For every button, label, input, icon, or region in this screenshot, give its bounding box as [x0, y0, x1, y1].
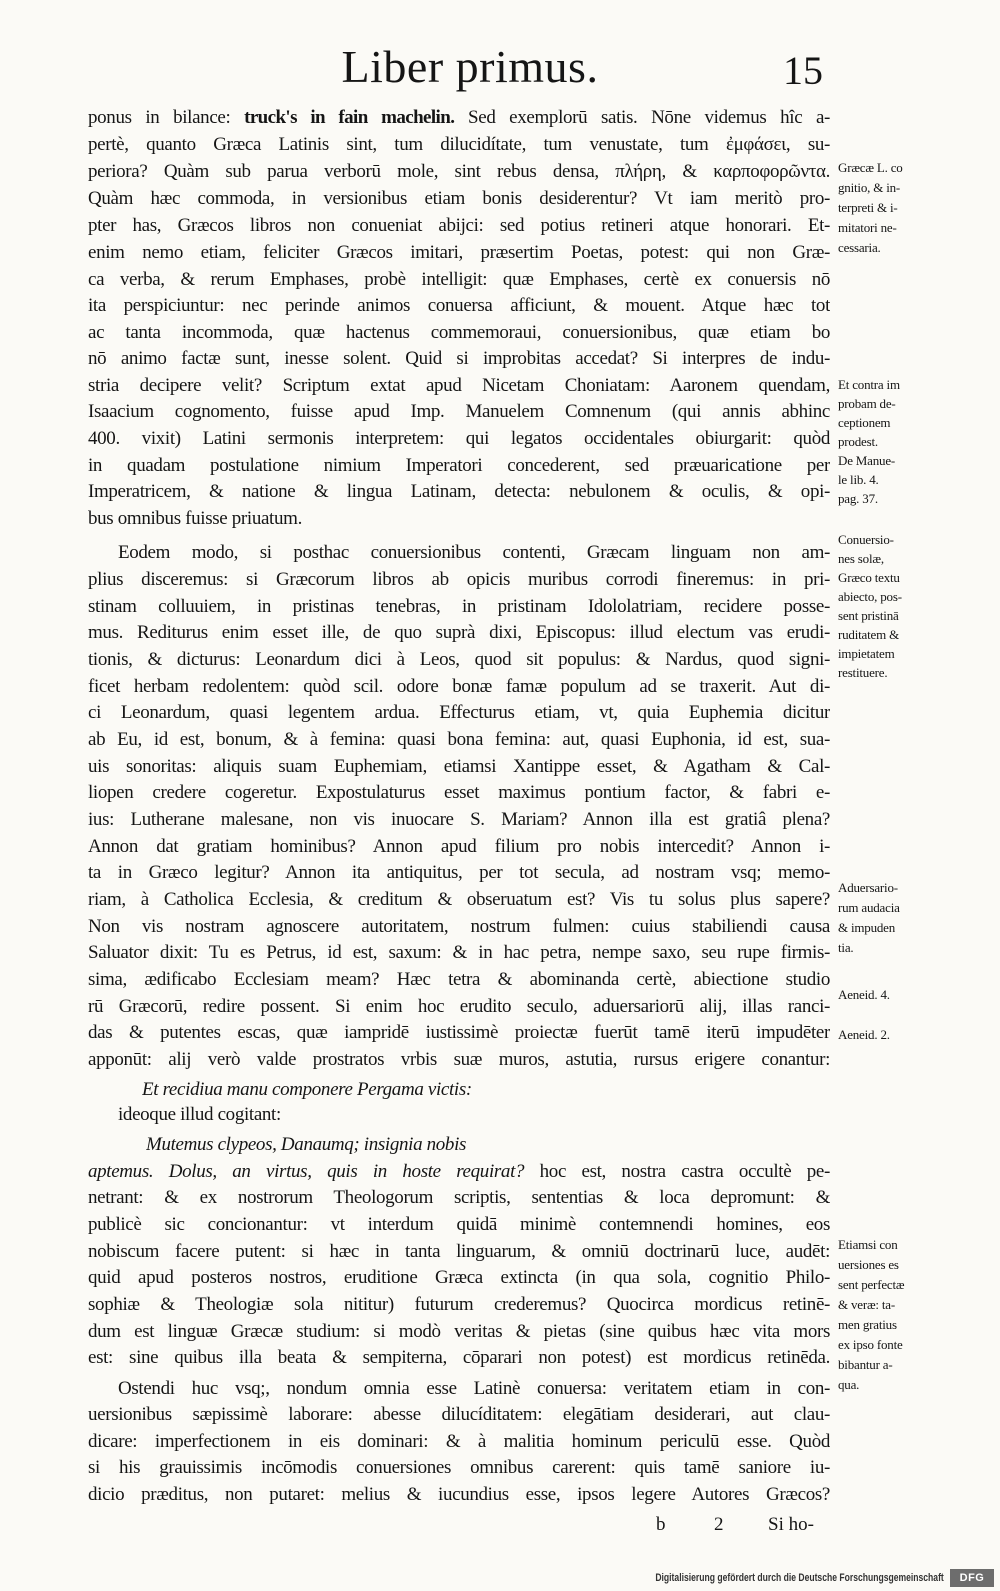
text-line: pertè, quanto Græca Latinis sint, tum dilucidítate, tum venustate, tum ἐμφάσει, su-	[88, 134, 830, 155]
margin-note-line: ruditatem &	[838, 627, 899, 642]
margin-note	[838, 158, 938, 258]
margin-note-citation	[838, 1025, 938, 1045]
text-line: sima, ædificabo Ecclesiam meam? Hæc tetra & abominanda certè, abiectione studio	[88, 969, 830, 990]
margin-note-line: & impuden	[838, 920, 896, 935]
verse-quotation: Mutemus clypeos, Danaumq; insignia nobis	[146, 1134, 467, 1155]
margin-note-line: Aeneid. 4.	[838, 987, 890, 1002]
text-line: ideoque illud cogitant:	[118, 1104, 281, 1125]
margin-note-line: terpreti & i-	[838, 200, 898, 215]
margin-note-line: sent perfectæ	[838, 1277, 905, 1292]
text-line: dicio præditus, non putaret: melius & iucundius esse, ipsos legere Autores Græcos?	[88, 1484, 830, 1505]
text-line: dum est linguæ Græcæ studium: si modò veritas & pietas (sine quibus hæc vita mors	[88, 1321, 830, 1342]
text-line: uersionibus sæpissimè laborare: abesse dilucíditatem: elegātiam desiderari, aut clau-	[88, 1404, 830, 1425]
margin-note-line: le lib. 4.	[838, 472, 879, 487]
text-line: nō animo factæ sunt, inesse solent. Quid si improbitas accedat? Si interpres de indu-	[88, 348, 830, 369]
running-title: Liber primus.	[341, 41, 599, 92]
text-line: Annon dat gratiam hominibus? Annon apud filium pro nobis intercedit? Annon i-	[88, 836, 830, 857]
text-line: Non vis nostram agnoscere autoritatem, nostrum fulmen: cuius stabiliendi causa	[88, 916, 830, 937]
margin-note-line: men gratius	[838, 1317, 897, 1332]
paragraph-first-line: Eodem modo, si posthac conuersionibus contenti, Græcam linguam non am-	[118, 542, 830, 563]
text-line: das & putentes escas, quæ iampridē iustissimè proiectæ fuerūt tamē iterū impudēter	[88, 1022, 830, 1043]
margin-note-line: pag. 37.	[838, 491, 878, 506]
text-line: ab Eu, id est, bonum, & à femina: quasi bona femina: aut, quasi Euphonia, id est, sua-	[88, 729, 830, 750]
text-line: sophiæ & Theologiæ sola nititur) futurum crederemus? Quocirca mordicus retinē-	[88, 1294, 830, 1315]
text-line: ita perspiciuntur: nec perinde animos conuersa afficiunt, & mouent. Atque hæc tot	[88, 295, 830, 316]
margin-note	[838, 878, 938, 958]
text-line: Quàm hæc commoda, in versionibus etiam bonis desiderentur? Vt iam meritò pro-	[88, 188, 830, 209]
text-line: ius: Lutherane malesane, non vis inuocare S. Mariam? Annon illa est gratiâ plena?	[88, 809, 830, 830]
text-segment: ponus in bilance:	[88, 107, 231, 128]
text-line: plius disceremus: si Græcorum libros ab opicis muribus corrodi fineremus: in pri-	[88, 569, 830, 590]
margin-note-line: & veræ: ta-	[838, 1297, 896, 1312]
text-line	[88, 105, 830, 131]
margin-note-line: Et contra im	[838, 377, 900, 392]
text-line: ci Leonardum, quasi legentem ardua. Effecturus etiam, vt, quia Euphemia dicitur	[88, 702, 830, 723]
verse-quotation: aptemus. Dolus, an virtus, quis in hoste requirat?	[88, 1161, 525, 1182]
paragraph-first-line: Ostendi huc vsq;, nondum omnia esse Latinè conuersa: veritatem etiam in con-	[118, 1378, 830, 1399]
text-line: Saluator dixit: Tu es Petrus, id est, saxum: & in hac petra, nempe saxo, seu rupe firmis-	[88, 942, 830, 963]
margin-note-line: Græco textu	[838, 570, 900, 585]
margin-note-line: probam de-	[838, 396, 896, 411]
text-line: rū Græcorū, redire possent. Si enim hoc erudito seculo, aduersariorū alij, illas ranci-	[88, 996, 830, 1017]
text-line: ta in Græco legitur? Annon ita antiquitus, per tot secula, ad nostram vsq; memo-	[88, 862, 830, 883]
margin-note-citation	[838, 985, 938, 1005]
text-line: enim nemo etiam, feliciter Græcos imitari, præsertim Poetas, potest: qui non Græ-	[88, 242, 830, 263]
catchword: Si ho-	[768, 1514, 814, 1535]
text-line: mus. Rediturus enim esset ille, de quo suprà dixi, Episcopus: illud electum vas erudi-	[88, 622, 830, 643]
margin-note-line: rum audacia	[838, 900, 900, 915]
text-line: uis sonoritas: aliquis suam Euphemiam, etiamsi Xantippe esset, & Agatham & Cal-	[88, 756, 830, 777]
text-line: bus omnibus fuisse priuatum.	[88, 508, 302, 529]
margin-note-line: prodest.	[838, 434, 878, 449]
text-line: stinam colluuiem, in pristinas tenebras, in pristinam Idololatriam, recidere posse-	[88, 596, 830, 617]
margin-note-line: gnitio, & in-	[838, 180, 901, 195]
margin-note-line: Græcæ L. co	[838, 160, 903, 175]
text-line: liopen credere cogeretur. Expostulaturus esset maximus pontium factor, & fabri e-	[88, 782, 830, 803]
text-line: pter has, Græcos libros non conueniat abijci: sed potius retineri atque honorari. Et-	[88, 215, 830, 236]
text-line: netrant: & ex nostrorum Theologorum scriptis, sententias & loca depromunt: &	[88, 1187, 830, 1208]
margin-note-line: Aeneid. 2.	[838, 1027, 890, 1042]
margin-note-line: nes solæ,	[838, 551, 884, 566]
text-line: Imperatricem, & natione & lingua Latinam, detecta: nebulonem & oculis, & opi-	[88, 481, 830, 502]
text-line: nobiscum facere putent: si hæc in tanta linguarum, & omniū doctrinarū luce, audēt:	[88, 1241, 830, 1262]
margin-note	[838, 530, 938, 682]
text-line: stria decipere velit? Scriptum extat apud Nicetam Choniatam: Aaronem quendam,	[88, 375, 830, 396]
text-line: Isaacium cognomento, fuisse apud Imp. Manuelem Comnenum (qui annis abhinc	[88, 401, 830, 422]
margin-note-line: De Manue-	[838, 453, 896, 468]
text-line: est: sine quibus illa beata & sempiterna, cōparari non potest) est mordicus retinēda.	[88, 1347, 830, 1368]
margin-note-line: ceptionem	[838, 415, 891, 430]
margin-note-line: ex ipso fonte	[838, 1337, 903, 1352]
text-line: 400. vixit) Latini sermonis interpretem: qui legatos occidentales obiurgarit: quòd	[88, 428, 830, 449]
text-line	[88, 1159, 830, 1185]
margin-note	[838, 1235, 938, 1395]
margin-note-line: Etiamsi con	[838, 1237, 898, 1252]
verse-quotation: Et recidiua manu componere Pergama victis:	[142, 1079, 472, 1100]
text-line: riam, à Catholica Ecclesia, & creditum & obseruatum est? Vis tu solus plus sapere?	[88, 889, 830, 910]
margin-note-line: abiecto, pos-	[838, 589, 902, 604]
signature-mark: b	[656, 1514, 666, 1535]
margin-note-line: sent pristinā	[838, 608, 899, 623]
text-line: apponūt: alij verò valde prostratos vrbis suæ muros, astutia, rursus erigere conantur:	[88, 1049, 830, 1070]
margin-note-line: cessaria.	[838, 240, 881, 255]
text-line: quid apud posteros nostros, eruditione Græca extincta (in qua sola, cognitio Philo-	[88, 1267, 830, 1288]
blackletter-overprint: truck's in fain machelin.	[244, 107, 455, 128]
margin-note-line: Aduersario-	[838, 880, 898, 895]
text-segment: Sed exemplorū satis. Nōne videmus hîc a-	[468, 107, 830, 128]
margin-note-line: impietatem	[838, 646, 895, 661]
text-line: ac tanta incommoda, quæ hactenus commemoraui, conuersionibus, quæ etiam bo	[88, 322, 830, 343]
margin-note-line: Conuersio-	[838, 532, 894, 547]
text-line: ca verba, & rerum Emphases, probè intelligit: quæ Emphases, certè ex conuersis nō	[88, 269, 830, 290]
margin-note-line: tia.	[838, 940, 854, 955]
margin-note-line: restituere.	[838, 665, 888, 680]
text-line: ficet herbam redolentem: quòd scil. odore bonæ famæ populum ad se traxerit. Aut di-	[88, 676, 830, 697]
text-line: tionis, & dicturus: Leonardum dici à Leos, quod sit populus: & Nardus, quod signi-	[88, 649, 830, 670]
dfg-logo: DFG	[950, 1569, 994, 1587]
margin-note-line: mitatori ne-	[838, 220, 897, 235]
margin-note-line: bibantur a-	[838, 1357, 893, 1372]
margin-note	[838, 375, 938, 508]
margin-note-line: qua.	[838, 1377, 860, 1392]
margin-note-line: uersiones es	[838, 1257, 899, 1272]
page-number: 15	[783, 48, 823, 93]
text-line: in quadam postulatione nimium Imperatori concederent, sed præuaricatione per	[88, 455, 830, 476]
text-line: dicare: imperfectionem in eis dominari: & à malitia hominum periculū esse. Quòd	[88, 1431, 830, 1452]
text-line: periora? Quàm sub parua verborū mole, sint rebus densa, πλήρη, & καρποφορῶντα.	[88, 161, 830, 182]
text-line: publicè sic concionantur: vt interdum quidā minimè contemnendi homines, eos	[88, 1214, 830, 1235]
digitization-credit: Digitalisierung gefördert durch die Deutsche Forschungsgemeinschaft	[655, 1572, 944, 1584]
signature-leaf-number: 2	[714, 1514, 724, 1535]
text-line: si his grauissimis incōmodis conuersiones omnibus carerent: quis tamē saniore iu-	[88, 1457, 830, 1478]
text-segment: hoc est, nostra castra occultè pe-	[539, 1161, 830, 1182]
